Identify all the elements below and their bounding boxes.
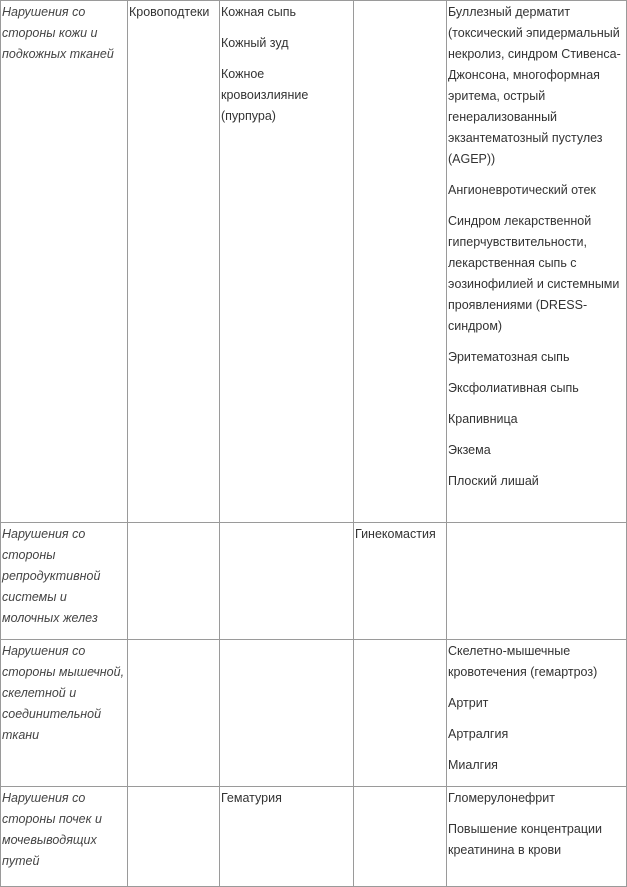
frequency-cell-5 (447, 640, 627, 787)
reaction-item: Кожное кровоизлияние (пурпура) (221, 67, 309, 123)
reaction-item: Экзема (448, 443, 491, 457)
reaction-item: Буллезный дерматит (токсический эпидермальный некролиз, синдром Стивенса-Джонсона, многоформная эритема, острый генерализованный экзантематозный пустулез (AGEP)) (448, 5, 621, 166)
reaction-item: Гематурия (221, 791, 282, 805)
reaction-item: Повышение концентрации креатинина в крови (448, 822, 602, 857)
frequency-cell-4 (354, 787, 447, 887)
reaction-item: Артралгия (448, 727, 509, 741)
reaction-item: Эритематозная сыпь (448, 350, 570, 364)
organ-class-label: Нарушения со стороны репродуктивной системы и молочных желез (2, 527, 101, 625)
organ-class-cell (1, 523, 128, 640)
frequency-cell-3 (220, 523, 354, 640)
table-row (1, 640, 627, 787)
reaction-item: Артрит (448, 696, 489, 710)
frequency-cell-5 (447, 523, 627, 640)
table-row (1, 787, 627, 887)
frequency-cell-5 (447, 787, 627, 887)
table-row (1, 1, 627, 523)
reaction-item: Гломерулонефрит (448, 791, 555, 805)
reaction-item: Кожный зуд (221, 36, 289, 50)
frequency-cell-5 (447, 1, 627, 523)
reaction-item: Крапивница (448, 412, 518, 426)
frequency-cell-3 (220, 787, 354, 887)
frequency-cell-2 (128, 1, 220, 523)
reaction-item: Миалгия (448, 758, 498, 772)
organ-class-cell (1, 640, 128, 787)
reaction-item: Эксфолиативная сыпь (448, 381, 579, 395)
reaction-item: Синдром лекарственной гиперчувствительности, лекарственная сыпь с эозинофилией и системными проявлениями (DRESS-синдром) (448, 214, 620, 333)
organ-class-label: Нарушения со стороны почек и мочевыводящих путей (2, 791, 102, 868)
organ-class-label: Нарушения со стороны мышечной, скелетной и соединительной ткани (2, 644, 125, 742)
reaction-item: Кожная сыпь (221, 5, 297, 19)
reaction-item: Скелетно-мышечные кровотечения (гемартроз) (448, 644, 598, 679)
reaction-item: Плоский лишай (448, 474, 539, 488)
organ-class-label: Нарушения со стороны кожи и подкожных тканей (2, 5, 114, 61)
frequency-cell-4 (354, 523, 447, 640)
frequency-cell-2 (128, 640, 220, 787)
table-row (1, 523, 627, 640)
reaction-item: Кровоподтеки (129, 5, 210, 19)
frequency-cell-4 (354, 1, 447, 523)
frequency-cell-2 (128, 787, 220, 887)
organ-class-cell (1, 1, 128, 523)
frequency-cell-4 (354, 640, 447, 787)
reaction-item: Гинекомастия (355, 527, 436, 541)
frequency-cell-3 (220, 640, 354, 787)
organ-class-cell (1, 787, 128, 887)
frequency-cell-3 (220, 1, 354, 523)
frequency-cell-2 (128, 523, 220, 640)
reaction-item: Ангионевротический отек (448, 183, 596, 197)
